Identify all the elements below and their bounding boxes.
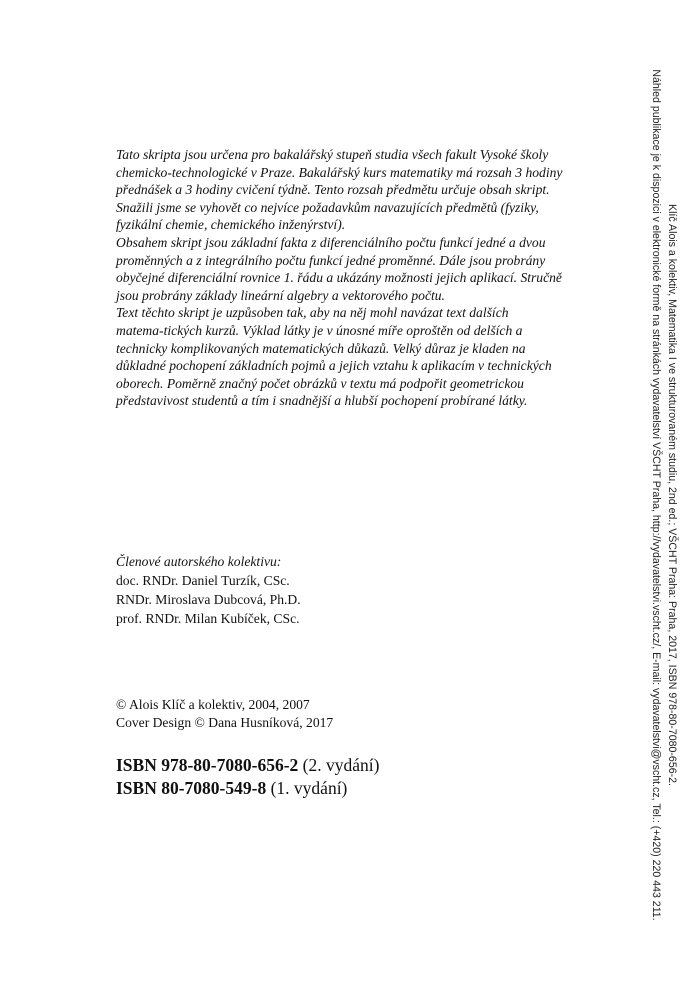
isbn-line xyxy=(116,777,536,800)
abstract-line: Obsahem skript jsou základní fakta z diferenciálního počtu funkcí jedné a dvou xyxy=(116,234,546,250)
abstract-line: chemicko-technologické v Praze. Bakalářský kurs matematiky má rozsah 3 hodiny xyxy=(116,164,563,180)
abstract-line: přednášek a 3 hodiny cvičení týdně. Tento rozsah předmětu určuje obsah skript. xyxy=(116,182,550,198)
abstract-line: oborech. Poměrně značný počet obrázků v textu má podpořit geometrickou xyxy=(116,375,524,391)
copyright-block xyxy=(116,696,516,732)
isbn-edition: (2. vydání) xyxy=(298,755,380,775)
citation-line: Klíč Alois a kolektiv, Matematika I ve strukturovaném studiu, 2nd ed.; VŠCHT Praha: Praha, 2017, ISBN 978-80-7080-656-2. xyxy=(666,204,678,786)
copyright-line: © Alois Klíč a kolektiv, 2004, 2007 xyxy=(116,697,310,712)
isbn-number: ISBN 978-80-7080-656-2 xyxy=(116,755,299,775)
cover-design-line: Cover Design © Dana Husníková, 2017 xyxy=(116,715,334,730)
side-note xyxy=(620,65,680,925)
abstract-line: fyzikální chemie, chemického inženýrství). xyxy=(116,217,346,233)
abstract-line: Text těchto skript je uzpůsoben tak, aby na něj mohl navázat text dalších xyxy=(116,305,509,321)
abstract-line: Snažili jsme se vyhovět co nejvíce požadavkům navazujících předmětů (fyziky, xyxy=(116,199,539,215)
isbn-line xyxy=(116,754,536,777)
author-name: prof. RNDr. Milan Kubíček, CSc. xyxy=(116,611,300,626)
abstract-line: proměnných a z integrálního počtu funkcí jedné proměnné. Dále jsou probrány xyxy=(116,252,546,268)
isbn-number: ISBN 80-7080-549-8 xyxy=(116,778,267,798)
author-name: doc. RNDr. Daniel Turzík, CSc. xyxy=(116,573,290,588)
isbn-edition: (1. vydání) xyxy=(266,778,348,798)
abstract-line: Tato skripta jsou určena pro bakalářský stupeň studia všech fakult Vysoké školy xyxy=(116,147,549,162)
abstract-line: důkladné pochopení základních pojmů a jejich vztahu k aplikacím v technických xyxy=(116,358,552,374)
side-note-text xyxy=(648,65,680,925)
isbn-block xyxy=(116,754,536,800)
author-list xyxy=(116,552,516,628)
abstract-line: představivost studentů a tím i snadnější a hlubší pochopení probírané látky. xyxy=(116,393,528,409)
abstract-line: matema-tických kurzů. Výklad látky je v únosné míře oproštěn od delších a xyxy=(116,322,523,338)
abstract-text xyxy=(116,146,586,410)
author-name: RNDr. Miroslava Dubcová, Ph.D. xyxy=(116,592,301,607)
abstract-line: jsou probrány základy lineární algebry a vektorového počtu. xyxy=(116,287,445,303)
abstract-line: technicky komplikovaných matematických důkazů. Velký důraz je kladen na xyxy=(116,340,526,356)
publisher-line: Náhled publikace je k dispozici v elektronické formě na stránkách vydavatelství VŠCHT Praha, http://vydavatelstvi.vscht.cz/, E-mail: vydavatelstvi@vscht.cz, Tel.: (+420) 220 443 211. xyxy=(650,69,662,921)
author-list-heading: Členové autorského kolektivu: xyxy=(116,554,282,569)
abstract-line: obyčejné diferenciální rovnice 1. řádu a ukázány možnosti jejich aplikací. Stručně xyxy=(116,270,562,286)
